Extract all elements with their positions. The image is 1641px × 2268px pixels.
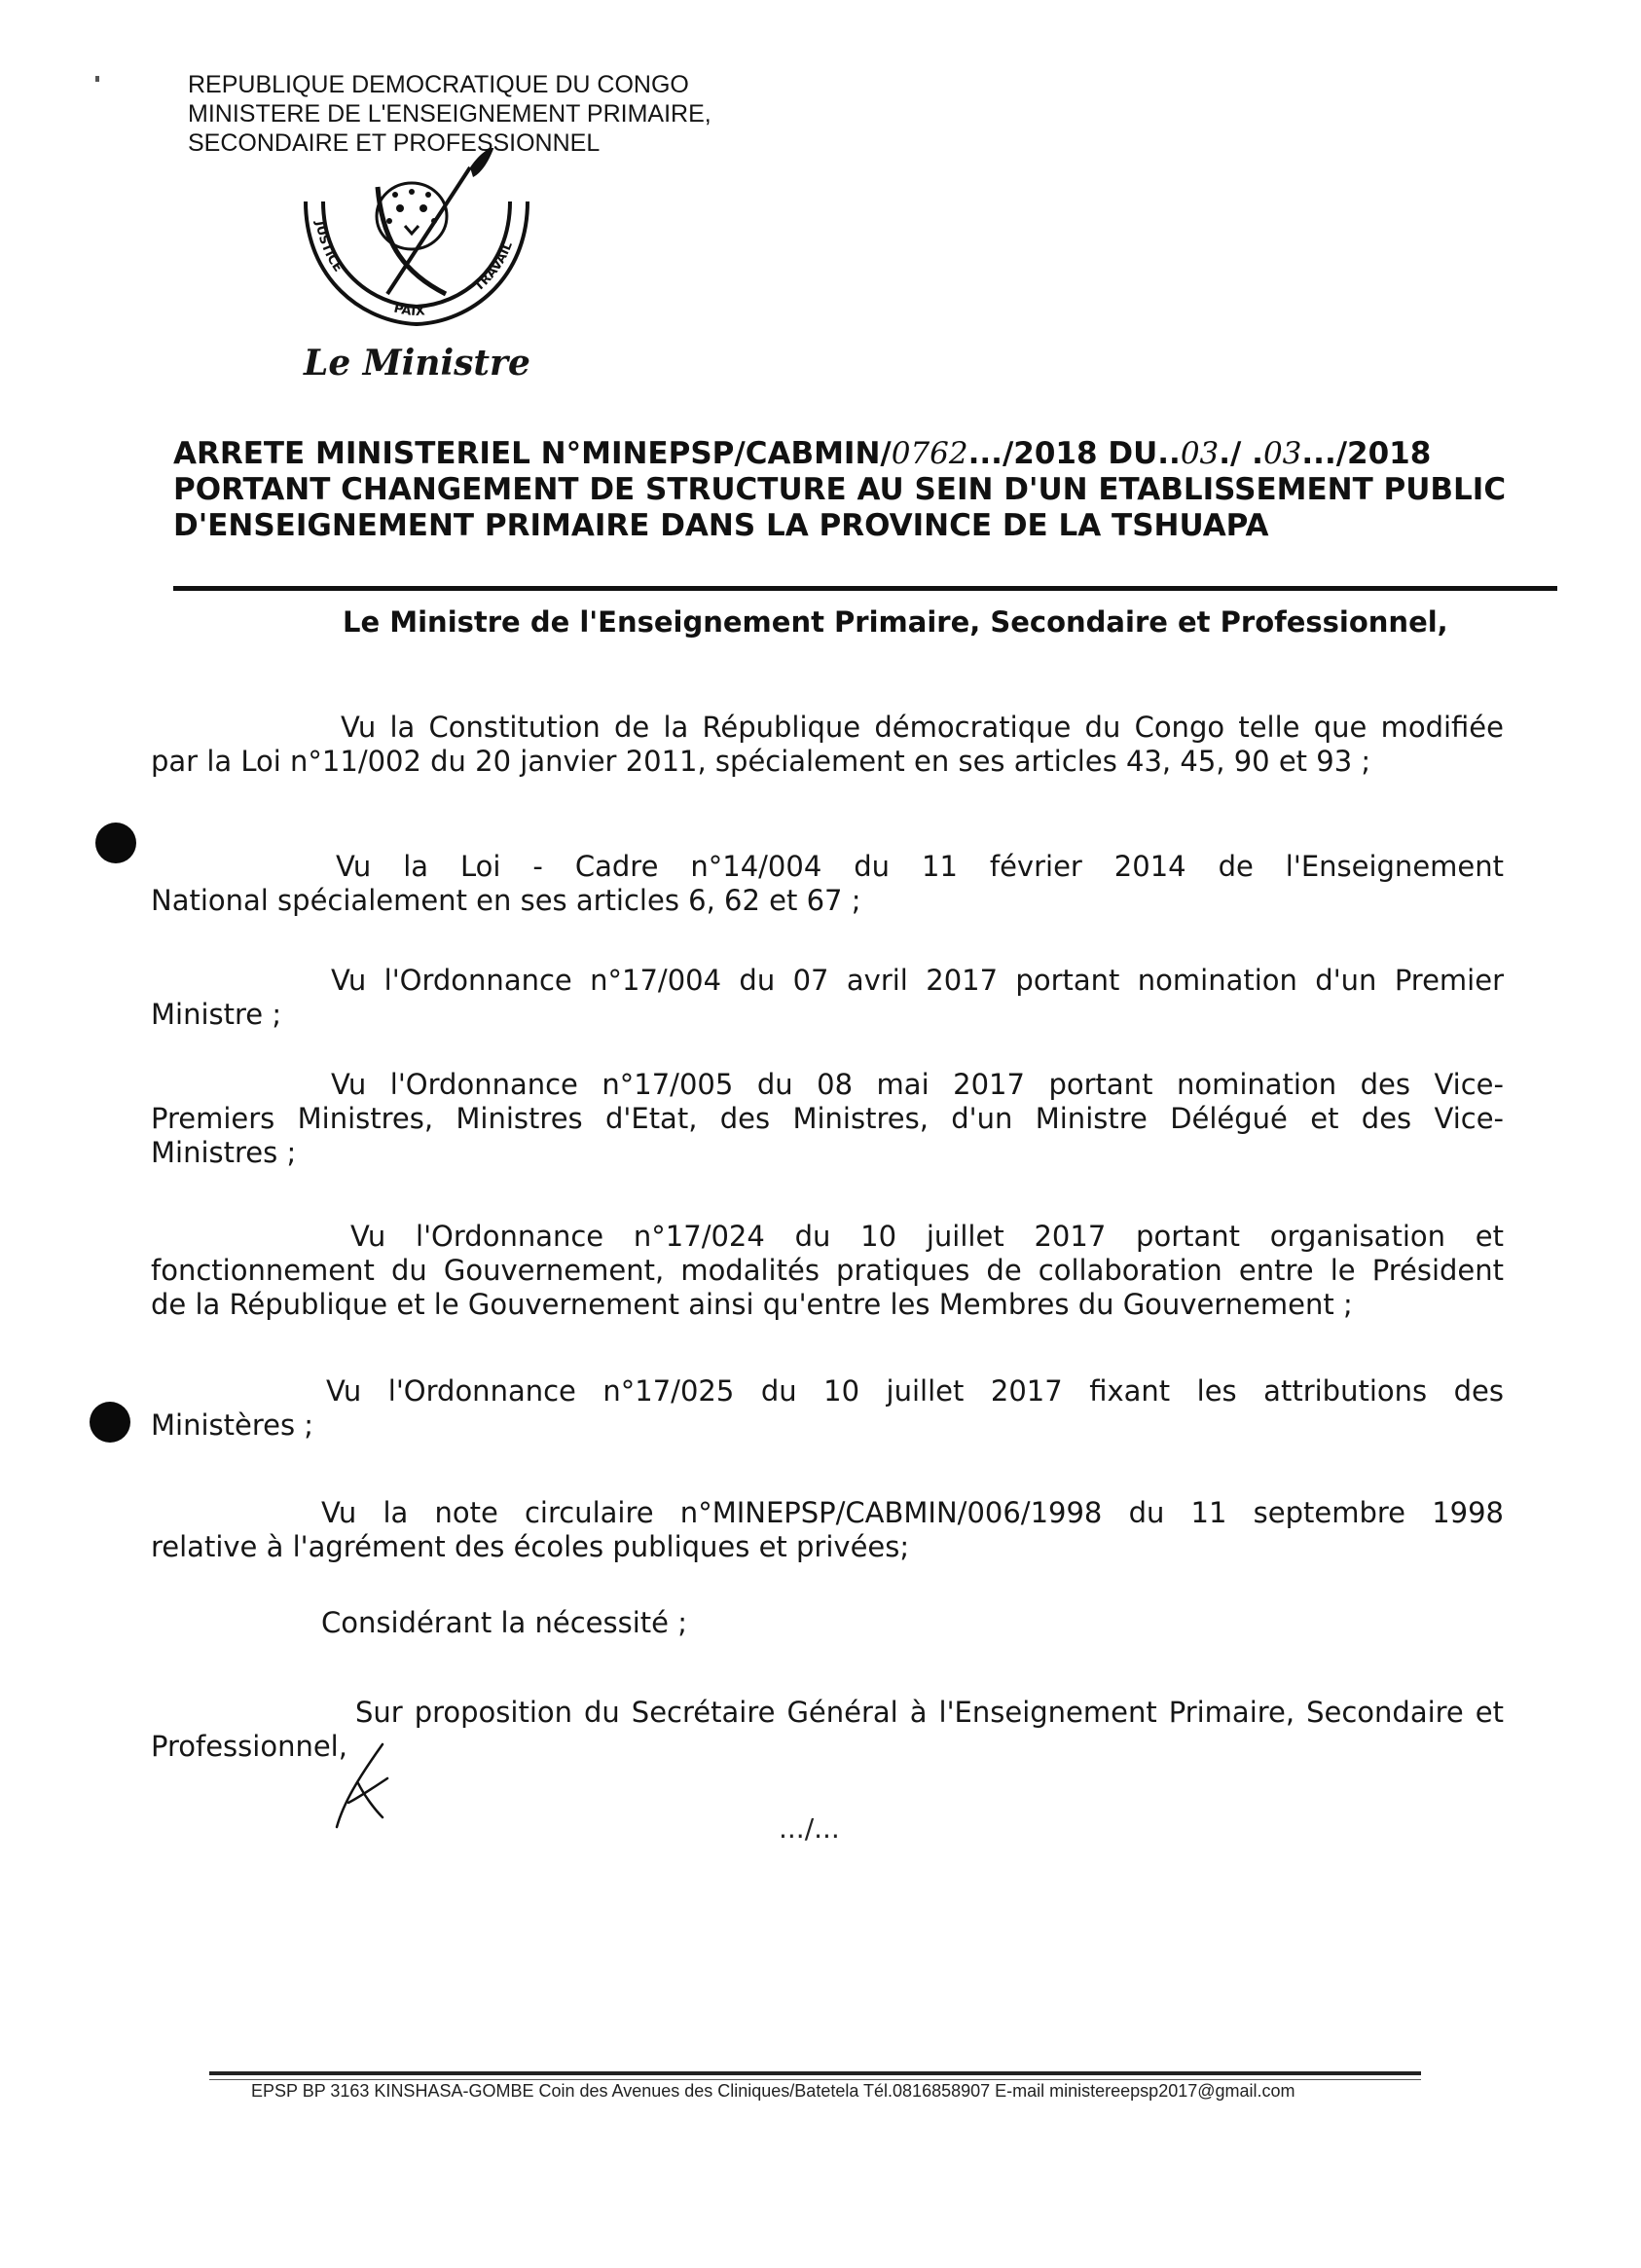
recital-constitution [151,711,1504,779]
footer-rule [209,2071,1421,2075]
recital-continuation: Ministre ; [151,998,282,1031]
recital-framework-law [151,850,1504,918]
recital-first-line: Vu l'Ordonnance n°17/025 du 10 juillet 2017 fixant les attributions des [326,1374,1504,1408]
punch-hole [90,1402,130,1443]
recital-necessity [151,1606,1504,1640]
scan-mark [95,76,99,82]
recital-first-line: Vu l'Ordonnance n°17/004 du 07 avril 2017 portant nomination d'un Premier [331,964,1504,997]
letterhead-ministry-cont: SECONDAIRE ET PROFESSIONNEL [188,129,601,157]
recital-continuation: fonctionnement du Gouvernement, modalités pratiques de collaboration entre le Président [151,1254,1504,1287]
decree-month-handwritten: 03 [1262,436,1302,471]
decree-underline [173,586,1557,591]
decree-reference-line [173,436,1555,472]
recital-continuation: Professionnel, [151,1730,347,1763]
page-continuation-mark: .../... [779,1812,840,1845]
decree-day-handwritten: 03 [1180,436,1220,471]
decree-subject-line1: PORTANT CHANGEMENT DE STRUCTURE AU SEIN D'UN ETABLISSEMENT PUBLIC [173,472,1507,507]
recital-first-line: Vu la Loi - Cadre n°14/004 du 11 février 2014 de l'Enseignement [336,850,1504,883]
minister-title: Le Ministre [304,343,530,384]
decree-subject-line2: D'ENSEIGNEMENT PRIMAIRE DANS LA PROVINCE DE LA TSHUAPA [173,508,1269,543]
recital-first-line: Vu la note circulaire n°MINEPSP/CABMIN/006/1998 du 11 septembre 1998 [321,1496,1504,1529]
recital-continuation: Ministres ; [151,1136,297,1169]
recital-continuation: de la République et le Gouvernement ainsi qu'entre les Membres du Gouvernement ; [151,1288,1353,1321]
recital-continuation: Ministères ; [151,1408,314,1442]
handwritten-initials [329,1735,397,1832]
emblem-motto-left: JUSTICE [311,220,346,275]
letterhead-country: REPUBLIQUE DEMOCRATIQUE DU CONGO [188,71,689,98]
recital-first-line: Sur proposition du Secrétaire Général à l'Enseignement Primaire, Secondaire et [355,1696,1504,1729]
recital-first-line: Vu l'Ordonnance n°17/005 du 08 mai 2017 portant nomination des Vice- [331,1068,1504,1101]
recital-first-line: Vu la Constitution de la République démocratique du Congo telle que modifiée [341,711,1504,744]
punch-hole [95,823,136,863]
recital-first-line: Considérant la nécessité ; [321,1606,687,1639]
recital-continuation: par la Loi n°11/002 du 20 janvier 2011, spécialement en ses articles 43, 45, 90 et 93 ; [151,745,1371,778]
coat-of-arms-emblem [300,148,533,328]
footer-rule-thin [209,2079,1421,2080]
minister-heading: Le Ministre de l'Enseignement Primaire, Secondaire et Professionnel, [343,605,1448,639]
recital-ordinance-004 [151,964,1504,1032]
recital-continuation: relative à l'agrément des écoles publiques et privées; [151,1530,910,1563]
recital-first-line: Vu l'Ordonnance n°17/024 du 10 juillet 2017 portant organisation et [350,1220,1504,1253]
decree-reference-suffix: .../2018 [1301,436,1432,471]
letterhead [188,70,711,158]
emblem-motto-bottom: PAIX [392,301,426,320]
letterhead-ministry: MINISTERE DE L'ENSEIGNEMENT PRIMAIRE, [188,100,711,128]
recital-ordinance-025 [151,1374,1504,1443]
decree-reference-mid: .../2018 DU.. [967,436,1181,471]
decree-number-handwritten: 0762 [891,436,968,471]
recital-continuation: Premiers Ministres, Ministres d'Etat, des Ministres, d'un Ministre Délégué et des Vice- [151,1102,1504,1135]
recital-continuation: National spécialement en ses articles 6, 62 et 67 ; [151,884,861,917]
decree-reference-prefix: ARRETE MINISTERIEL N°MINEPSP/CABMIN/ [173,436,892,471]
decree-title [173,436,1555,544]
footer-contact: EPSP BP 3163 KINSHASA-GOMBE Coin des Avenues des Cliniques/Batetela Tél.0816858907 E-mail ministereepsp2017@gmail.com [251,2081,1295,2101]
emblem-motto-right: TRAVAIL [471,239,516,295]
recital-ordinance-005 [151,1068,1504,1170]
decree-date-separator: ./ . [1219,436,1263,471]
recital-circular-note [151,1496,1504,1564]
recital-ordinance-024 [151,1220,1504,1322]
